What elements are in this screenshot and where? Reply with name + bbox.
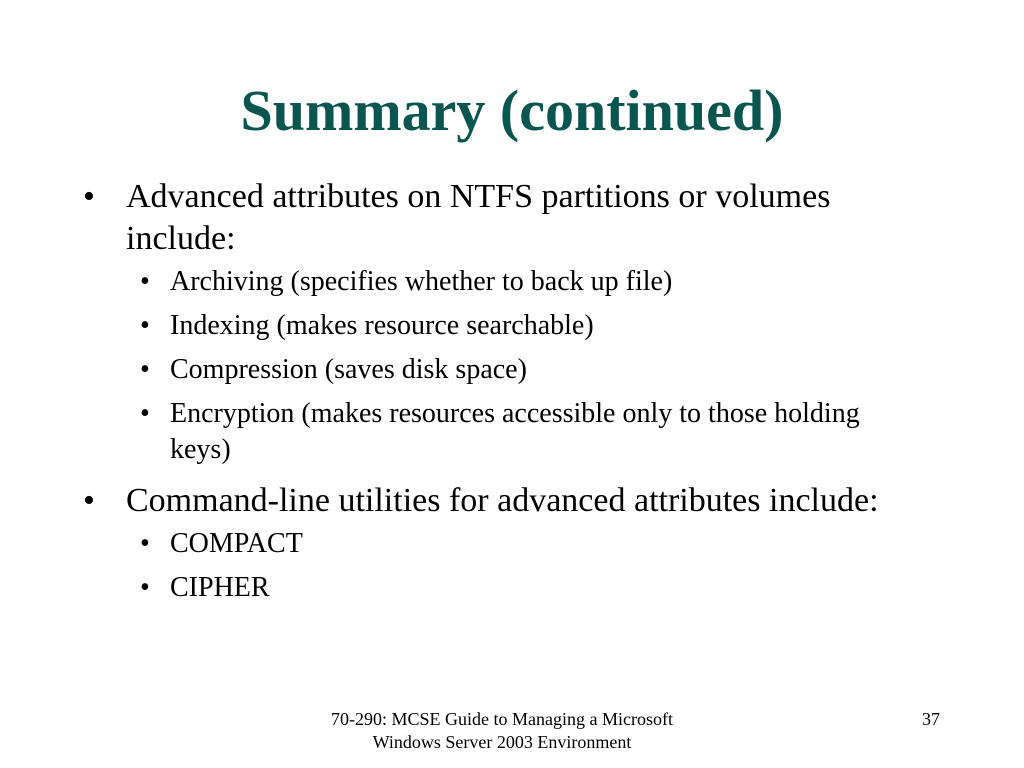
- bullet-icon: •: [83, 178, 95, 215]
- sub-bullet-text: Compression (saves disk space): [170, 354, 527, 385]
- bullet-icon: •: [140, 528, 150, 559]
- sub-bullet-item: [138, 264, 920, 300]
- page-number: 37: [922, 709, 940, 729]
- bullet-icon: •: [140, 310, 150, 341]
- sub-bullet-text: Indexing (makes resource searchable): [170, 310, 594, 341]
- sub-bullet-list: [80, 526, 920, 606]
- bullet-icon: •: [140, 354, 150, 385]
- slide-content: [80, 176, 920, 618]
- sub-bullet-text: COMPACT: [170, 528, 303, 559]
- sub-bullet-text: Encryption (makes resources accessible only to those holding keys): [170, 398, 860, 465]
- footer-line-1: 70-290: MCSE Guide to Managing a Microsoft: [331, 709, 673, 729]
- bullet-icon: •: [140, 572, 150, 603]
- footer-caption: [272, 708, 732, 754]
- bullet-item: [80, 480, 920, 522]
- sub-bullet-text: Archiving (specifies whether to back up file): [170, 266, 673, 297]
- slide-title: Summary (continued): [240, 78, 784, 143]
- footer-line-2: Windows Server 2003 Environment: [372, 732, 632, 752]
- bullet-icon: •: [140, 398, 150, 429]
- sub-bullet-item: [138, 570, 920, 606]
- sub-bullet-list: [80, 264, 920, 468]
- bullet-text: Command-line utilities for advanced attributes include:: [126, 482, 879, 519]
- bullet-icon: •: [83, 482, 95, 519]
- sub-bullet-item: [138, 396, 920, 468]
- bullet-item: [80, 176, 920, 260]
- sub-bullet-item: [138, 526, 920, 562]
- bullet-icon: •: [140, 266, 150, 297]
- sub-bullet-item: [138, 308, 920, 344]
- bullet-text: Advanced attributes on NTFS partitions or volumes include:: [126, 178, 831, 257]
- sub-bullet-text: CIPHER: [170, 572, 270, 603]
- sub-bullet-item: [138, 352, 920, 388]
